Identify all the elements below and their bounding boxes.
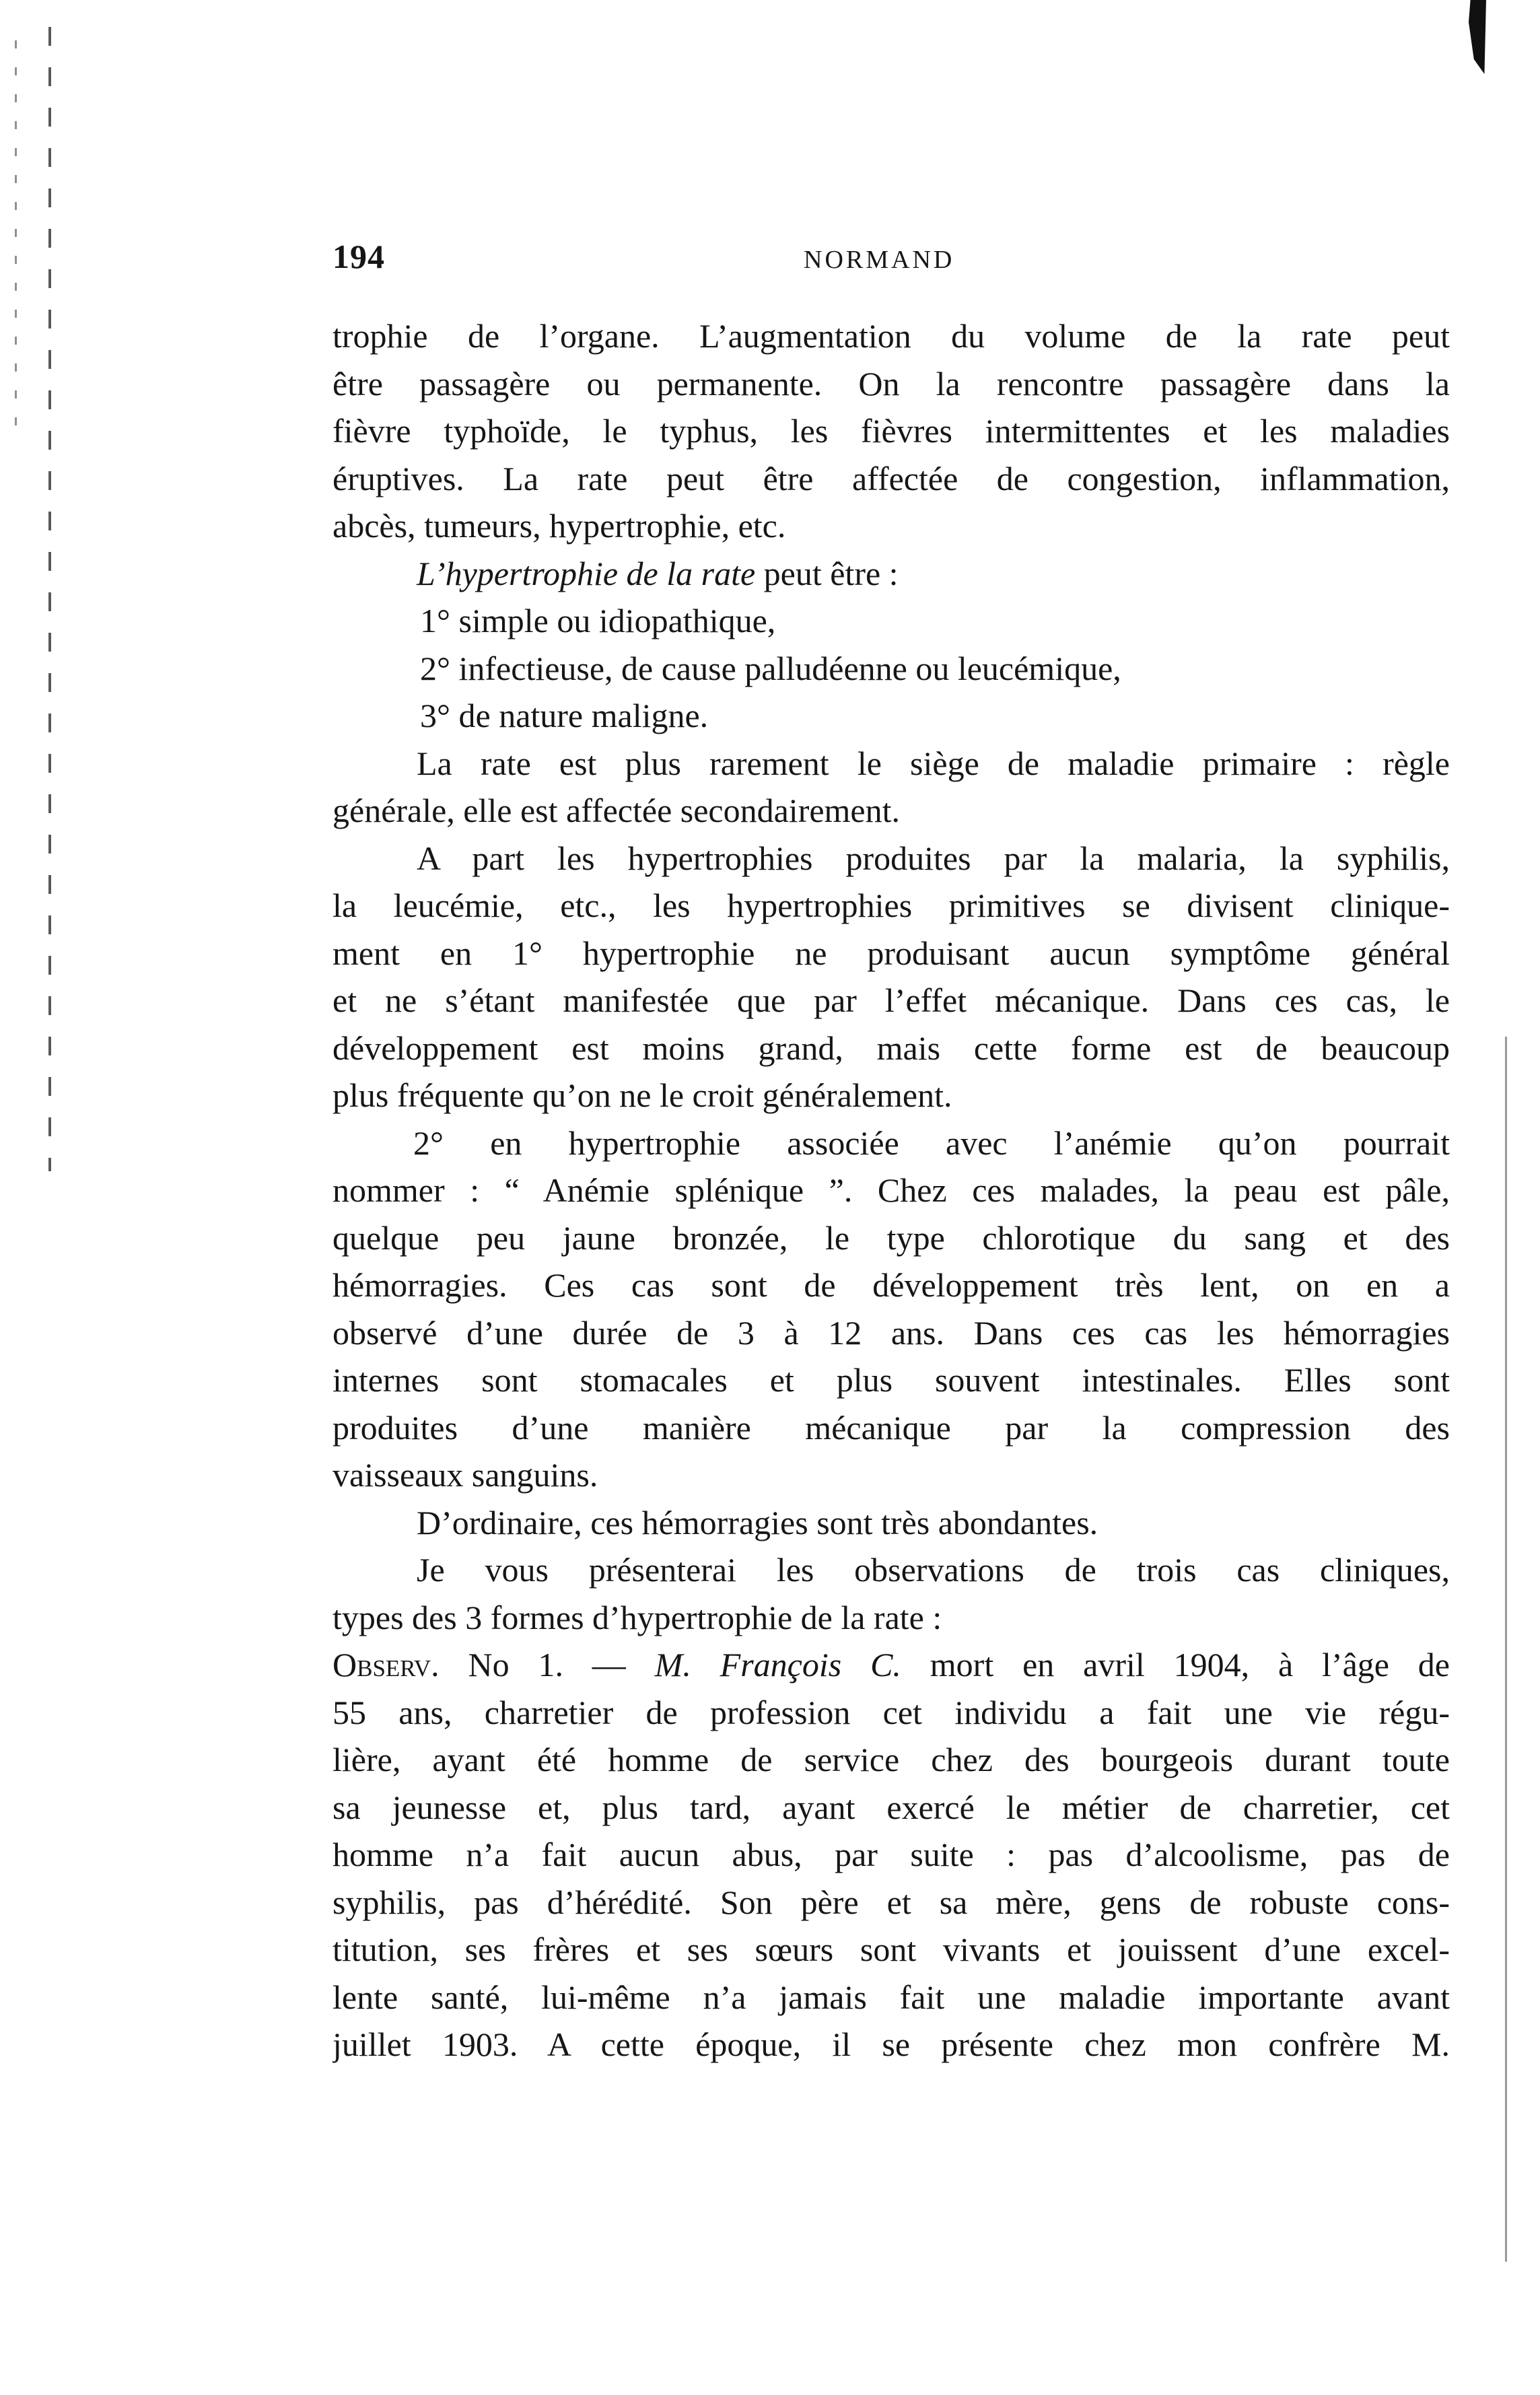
text-line: la leucémie, etc., les hypertrophies primitives se divisent clinique-	[332, 887, 1450, 924]
text-line: être passagère ou permanente. On la rencontre passagère dans la	[332, 364, 1450, 403]
text-line: lière, ayant été homme de service chez des bourgeois durant toute	[332, 1741, 1450, 1778]
text-line: abcès, tumeurs, hypertrophie, etc.	[332, 507, 786, 545]
text-line: 55 ans, charretier de profession cet individu a fait une vie régu-	[332, 1693, 1450, 1731]
text-line: types des 3 formes d’hypertrophie de la rate :	[332, 1598, 942, 1636]
text-line: développement est moins grand, mais cette forme est de beaucoup	[332, 1029, 1450, 1067]
text-line: éruptives. La rate peut être affectée de congestion, inflammation,	[332, 459, 1450, 497]
text-line	[332, 1641, 1450, 1689]
list-item: 3° de nature maligne.	[420, 697, 709, 734]
list-item: 1° simple ou idiopathique,	[420, 602, 776, 639]
scan-corner-mark	[1469, 0, 1486, 74]
text-line: fièvre typhoïde, le typhus, les fièvres intermittentes et les maladies	[332, 412, 1450, 450]
italic-name: M. François C.	[654, 1646, 901, 1684]
text-run: No 1. —	[439, 1646, 655, 1684]
text-line: ment en 1° hypertrophie ne produisant aucun symptôme général	[332, 934, 1450, 972]
scan-margin-artifact	[48, 27, 51, 1171]
body-text	[332, 312, 1450, 2069]
text-run: peut être :	[755, 554, 899, 592]
text-line: lente santé, lui-même n’a jamais fait une maladie importante avant	[332, 1978, 1450, 2016]
text-line: internes sont stomacales et plus souvent intestinales. Elles sont	[332, 1361, 1450, 1399]
page-number: 194	[332, 238, 385, 275]
text-line: homme n’a fait aucun abus, par suite : pas d’alcoolisme, pas de	[332, 1836, 1450, 1873]
text-line: générale, elle est affectée secondairement.	[332, 792, 901, 829]
text-line: titution, ses frères et ses sœurs sont vivants et jouissent d’une excel-	[332, 1931, 1450, 1968]
text-line: quelque peu jaune bronzée, le type chlorotique du sang et des	[332, 1218, 1450, 1257]
text-line: sa jeunesse et, plus tard, ayant exercé le métier de charretier, cet	[332, 1788, 1450, 1826]
scan-margin-artifact-secondary	[15, 40, 17, 444]
text-line: A part les hypertrophies produites par la malaria, la syphilis,	[417, 839, 1450, 877]
text-line: trophie de l’organe. L’augmentation du volume de la rate peut	[332, 317, 1450, 355]
text-line: D’ordinaire, ces hémorragies sont très abondantes.	[417, 1503, 1098, 1541]
list-item: 2° infectieuse, de cause palludéenne ou leucémique,	[420, 649, 1121, 687]
text-line: 2° en hypertrophie associée avec l’anémie qu’on pourrait	[413, 1123, 1450, 1162]
text-line: hémorragies. Ces cas sont de développement très lent, on en a	[332, 1266, 1450, 1304]
text-line: La rate est plus rarement le siège de maladie primaire : règle	[417, 744, 1450, 782]
text-line: syphilis, pas d’hérédité. Son père et sa mère, gens de robuste cons-	[332, 1883, 1450, 1921]
running-head: NORMAND	[804, 246, 955, 274]
text-line: nommer : “ Anémie splénique ”. Chez ces malades, la peau est pâle,	[332, 1171, 1450, 1209]
small-caps-label: Observ.	[332, 1646, 440, 1684]
text-line: produites d’une manière mécanique par la compression des	[332, 1408, 1450, 1447]
text-line: observé d’une durée de 3 à 12 ans. Dans ces cas les hémorragies	[332, 1313, 1450, 1352]
text-line	[332, 550, 1450, 598]
text-line: plus fréquente qu’on ne le croit généralement.	[332, 1076, 952, 1114]
text-line: et ne s’étant manifestée que par l’effet mécanique. Dans ces cas, le	[332, 981, 1450, 1019]
text-line: Je vous présenterai les observations de trois cas cliniques,	[417, 1551, 1450, 1589]
text-run: mort en avril 1904, à l’âge de	[901, 1646, 1450, 1684]
italic-phrase: L’hypertrophie de la rate	[417, 554, 756, 592]
text-line: juillet 1903. A cette époque, il se présente chez mon confrère M.	[332, 2025, 1450, 2063]
text-line: vaisseaux sanguins.	[332, 1456, 598, 1494]
page-header	[332, 237, 1436, 284]
scan-right-edge-artifact	[1505, 1037, 1507, 2262]
